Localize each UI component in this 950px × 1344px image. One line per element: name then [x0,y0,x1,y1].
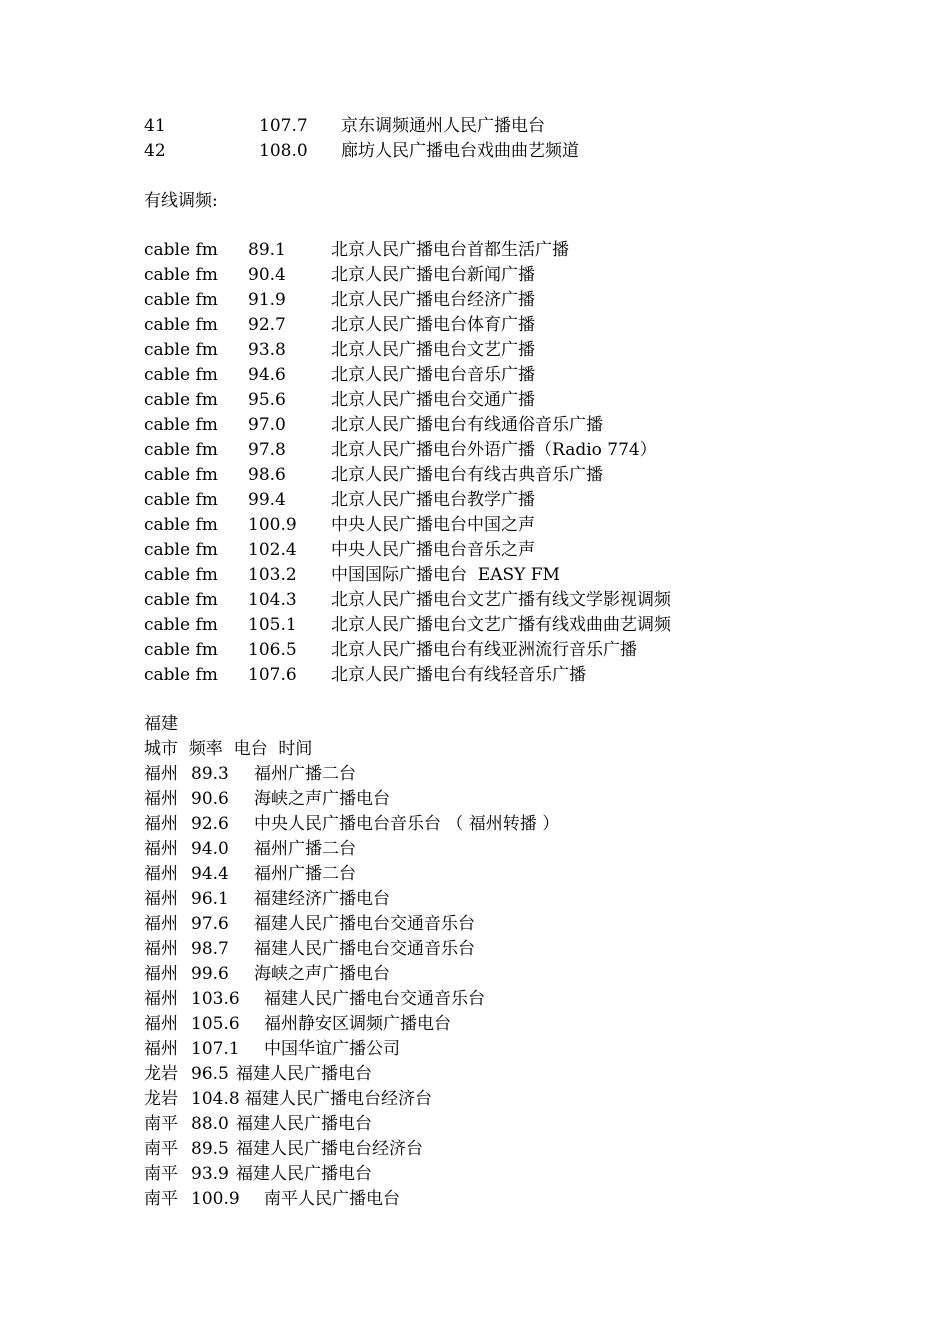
station-row-42 [144,139,579,163]
row-frequency: 89.1 [248,240,286,260]
row-city: 福州 [144,1014,178,1034]
row-city: 福州 [144,864,178,884]
row-city: 福州 [144,989,178,1009]
row-type: cable fm [144,590,218,610]
row-frequency: 102.4 [248,540,297,560]
row-station-name: 福州广播二台 [254,839,356,859]
row-frequency: 93.8 [248,340,286,360]
row-type: cable fm [144,440,218,460]
row-station-name: 北京人民广播电台有线轻音乐广播 [331,665,586,685]
row-station-name: 福建人民广播电台交通音乐台 [264,989,485,1009]
row-station-name: 北京人民广播电台首都生活广播 [331,240,569,260]
row-city: 南平 [144,1139,178,1159]
row-station-name: 福建人民广播电台交通音乐台 [254,939,475,959]
row-frequency: 93.9 [191,1164,229,1184]
row-frequency: 92.6 [191,814,229,834]
row-type: cable fm [144,565,218,585]
row-frequency: 88.0 [191,1114,229,1134]
row-city: 南平 [144,1189,178,1209]
row-frequency: 89.3 [191,764,229,784]
row-frequency: 92.7 [248,315,286,335]
row-frequency: 90.6 [191,789,229,809]
row-number: 41 [144,116,166,136]
row-type: cable fm [144,340,218,360]
row-type: cable fm [144,315,218,335]
cable-fm-heading: 有线调频: [144,191,218,211]
row-station-name: 福建人民广播电台 [236,1164,372,1184]
row-station-name: 北京人民广播电台音乐广播 [331,365,535,385]
row-frequency: 105.6 [191,1014,240,1034]
row-station-name: 福建人民广播电台经济台 [236,1139,423,1159]
row-station-name: 福建人民广播电台交通音乐台 [254,914,475,934]
row-city: 福州 [144,839,178,859]
row-frequency: 103.6 [191,989,240,1009]
row-station-name: 北京人民广播电台新闻广播 [331,265,535,285]
row-station-name: 北京人民广播电台体育广播 [331,315,535,335]
row-station-name: 中央人民广播电台音乐台 （ 福州转播 ） [254,814,560,834]
row-frequency: 97.6 [191,914,229,934]
row-station-name: 南平人民广播电台 [264,1189,400,1209]
row-station-name: 福州静安区调频广播电台 [264,1014,451,1034]
row-frequency: 99.6 [191,964,229,984]
row-station-name: 廊坊人民广播电台戏曲曲艺频道 [341,141,579,161]
station-row-41 [144,114,545,138]
row-station-name: 北京人民广播电台经济广播 [331,290,535,310]
row-city: 福州 [144,889,178,909]
row-station-name: 福州广播二台 [254,864,356,884]
row-station-name: 北京人民广播电台有线古典音乐广播 [331,465,603,485]
row-frequency: 99.4 [248,490,286,510]
row-city: 福州 [144,814,178,834]
row-city: 福州 [144,939,178,959]
row-station-name: 海峡之声广播电台 [254,964,390,984]
row-frequency: 104.3 [248,590,297,610]
row-city: 福州 [144,914,178,934]
row-type: cable fm [144,240,218,260]
row-station-name: 北京人民广播电台文艺广播 [331,340,535,360]
row-city: 龙岩 [144,1089,178,1109]
row-frequency: 90.4 [248,265,286,285]
row-frequency: 96.5 [191,1064,229,1084]
row-station-name: 北京人民广播电台交通广播 [331,390,535,410]
row-type: cable fm [144,540,218,560]
row-station-name: 京东调频通州人民广播电台 [341,116,545,136]
row-frequency: 98.6 [248,465,286,485]
row-frequency: 95.6 [248,390,286,410]
row-station-name: 福建经济广播电台 [254,889,390,909]
row-station-name: 福州广播二台 [254,764,356,784]
row-station-name: 中央人民广播电台中国之声 [331,515,535,535]
row-number: 42 [144,141,166,161]
row-frequency: 107.6 [248,665,297,685]
row-frequency: 107.7 [259,116,308,136]
row-frequency: 103.2 [248,565,297,585]
row-frequency: 94.4 [191,864,229,884]
row-station-name: 北京人民广播电台文艺广播有线戏曲曲艺调频 [331,615,671,635]
row-city: 福州 [144,964,178,984]
row-type: cable fm [144,290,218,310]
row-frequency: 100.9 [191,1189,240,1209]
row-type: cable fm [144,640,218,660]
row-station-name: 北京人民广播电台文艺广播有线文学影视调频 [331,590,671,610]
row-frequency: 91.9 [248,290,286,310]
fujian-heading: 福建 [144,714,178,734]
row-frequency: 89.5 [191,1139,229,1159]
row-type: cable fm [144,365,218,385]
row-station-name: 中国国际广播电台 EASY FM [331,565,560,585]
row-type: cable fm [144,415,218,435]
row-city: 福州 [144,764,178,784]
row-frequency: 105.1 [248,615,297,635]
row-type: cable fm [144,665,218,685]
row-type: cable fm [144,490,218,510]
row-station-name: 海峡之声广播电台 [254,789,390,809]
row-city: 龙岩 [144,1064,178,1084]
row-type: cable fm [144,390,218,410]
row-frequency: 106.5 [248,640,297,660]
row-frequency: 96.1 [191,889,229,909]
row-frequency: 97.0 [248,415,286,435]
row-frequency: 97.8 [248,440,286,460]
row-frequency: 94.6 [248,365,286,385]
row-type: cable fm [144,615,218,635]
row-frequency: 107.1 [191,1039,240,1059]
row-station-name: 北京人民广播电台有线通俗音乐广播 [331,415,603,435]
row-frequency: 100.9 [248,515,297,535]
row-station-name: 北京人民广播电台外语广播（Radio 774） [331,440,657,460]
row-station-name: 中央人民广播电台音乐之声 [331,540,535,560]
row-city: 福州 [144,1039,178,1059]
row-station-name: 北京人民广播电台教学广播 [331,490,535,510]
row-frequency: 98.7 [191,939,229,959]
fujian-column-header: 城市 频率 电台 时间 [144,739,313,759]
row-frequency: 104.8 [191,1089,240,1109]
row-frequency: 94.0 [191,839,229,859]
row-station-name: 福建人民广播电台 [236,1114,372,1134]
row-station-name: 中国华谊广播公司 [264,1039,400,1059]
row-frequency: 108.0 [259,141,308,161]
row-station-name: 福建人民广播电台经济台 [245,1089,432,1109]
row-city: 南平 [144,1114,178,1134]
row-station-name: 北京人民广播电台有线亚洲流行音乐广播 [331,640,637,660]
row-type: cable fm [144,515,218,535]
row-city: 福州 [144,789,178,809]
row-station-name: 福建人民广播电台 [236,1064,372,1084]
row-type: cable fm [144,265,218,285]
row-type: cable fm [144,465,218,485]
row-city: 南平 [144,1164,178,1184]
